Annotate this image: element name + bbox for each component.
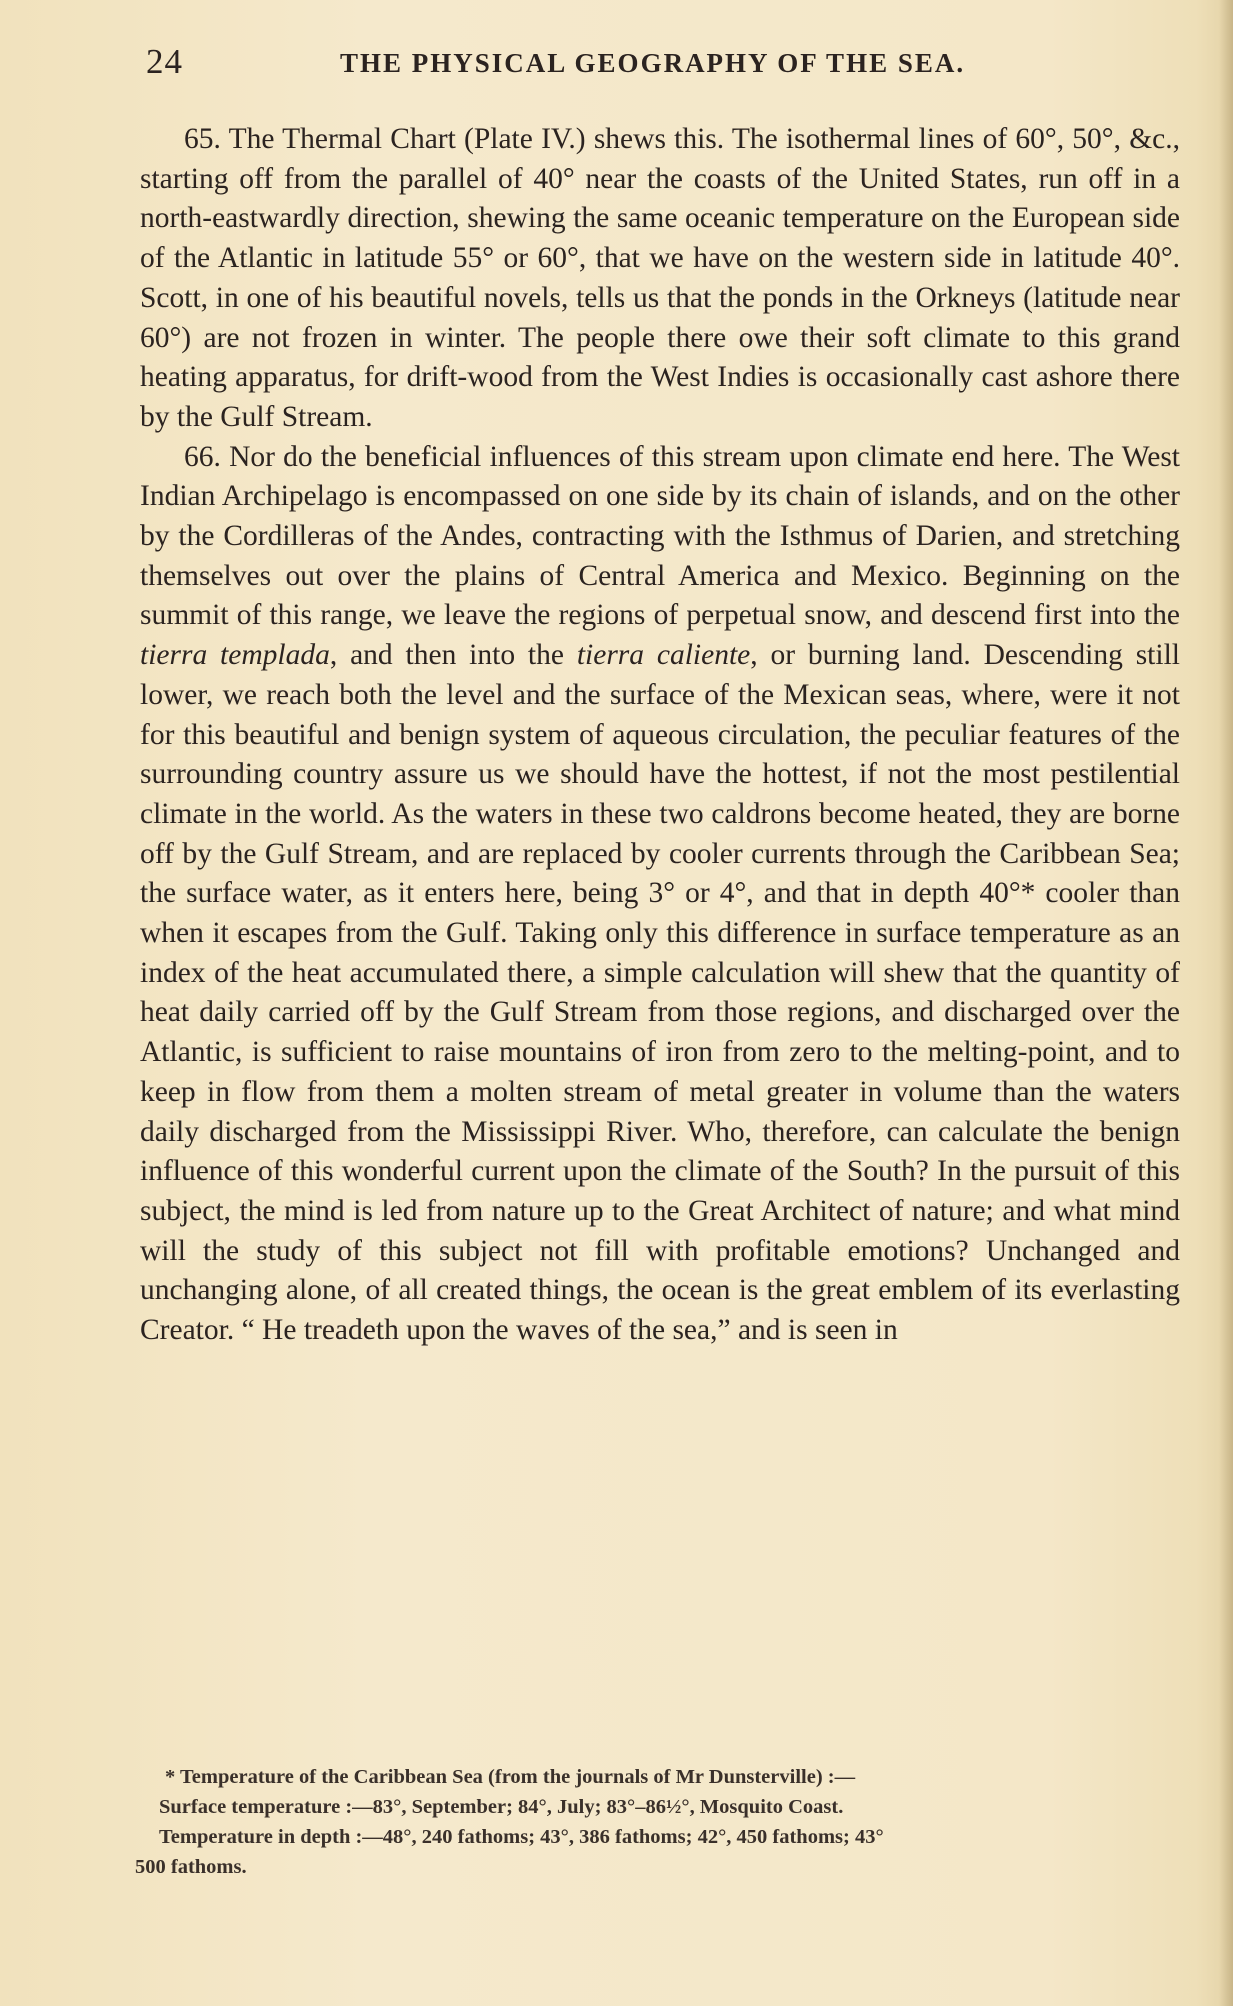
body-text — [140, 120, 1180, 1351]
footnote — [135, 1762, 1185, 1882]
italic-tierra-caliente: tierra caliente — [576, 639, 751, 672]
page-number: 24 — [146, 42, 183, 81]
running-title: THE PHYSICAL GEOGRAPHY OF THE SEA. — [340, 48, 966, 78]
paragraph-66-text-b: , and then into the — [329, 639, 577, 672]
italic-tierra-templada: tierra templada — [140, 639, 330, 672]
paragraph-65-text: 65. The Thermal Chart (Plate IV.) shews this. The isothermal lines of 60°, 50°, &c., starting off from the parallel of 40° near the coasts of the United States, run off in a north-eastwardly direction, shewing the same oceanic temperature on the European side of the Atlantic in latitude 55° or 60°, that we have on the western side in latitude 40°. Scott, in one of his beautiful novels, tells us that the ponds in the Orkneys (latitude near 60°) are not frozen in winter. The people there owe their soft climate to this grand heating apparatus, for drift-wood from the West Indies is occasionally cast ashore there by the Gulf Stream. — [140, 123, 1180, 433]
paragraph-66-text-a: 66. Nor do the beneficial influences of this stream upon climate end here. The West Indian Archipelago is encompassed on one side by its chain of islands, and on the other by the Cordilleras of the Andes, contracting with the Isthmus of Darien, and stretching themselves out over the plains of Central America and Mexico. Beginning on the summit of this range, we leave the regions of perpetual snow, and descend first into the — [140, 440, 1180, 632]
page-edge-shadow — [1219, 0, 1233, 2006]
footnote-line-2: Surface temperature :—83°, September; 84°, July; 83°–86½°, Mosquito Coast. — [159, 1796, 844, 1818]
page-header — [140, 38, 1180, 88]
footnote-line-3: Temperature in depth :—48°, 240 fathoms; 43°, 386 fathoms; 42°, 450 fathoms; 43° — [159, 1826, 884, 1848]
paragraph-66 — [140, 438, 1180, 1351]
paragraph-65 — [140, 120, 1180, 438]
footnote-line-4: 500 fathoms. — [135, 1856, 247, 1878]
footnote-line-1: * Temperature of the Caribbean Sea (from the journals of Mr Dunsterville) :— — [165, 1766, 856, 1788]
paragraph-66-text-c: , or burning land. Descending still lower, we reach both the level and the surface of the Mexican seas, where, were it not for this beautiful and benign system of aqueous circulation, the peculiar features of the surrounding country assure us we should have the hottest, if not the most pestilential climate in the world. As the waters in these two caldrons become heated, they are borne off by the Gulf Stream, and are replaced by cooler currents through the Caribbean Sea; the surface water, as it enters here, being 3° or 4°, and that in depth 40°* cooler than when it escapes from the Gulf. Taking only this difference in surface temperature as an index of the heat accumulated there, a simple calculation will shew that the quantity of heat daily carried off by the Gulf Stream from those regions, and discharged over the Atlantic, is sufficient to raise mountains of iron from zero to the melting-point, and to keep in flow from them a molten stream of metal greater in volume than the waters daily discharged from the Mississippi River. Who, therefore, can calculate the benign influence of this wonderful current upon the climate of the South? In the pursuit of this subject, the mind is led from nature up to the Great Architect of nature; and what mind will the study of this subject not fill with profitable emotions? Unchanged and unchanging alone, of all created things, the ocean is the great emblem of its everlasting Creator. “ He treadeth upon the waves of the sea,” and is seen in — [140, 639, 1180, 1347]
